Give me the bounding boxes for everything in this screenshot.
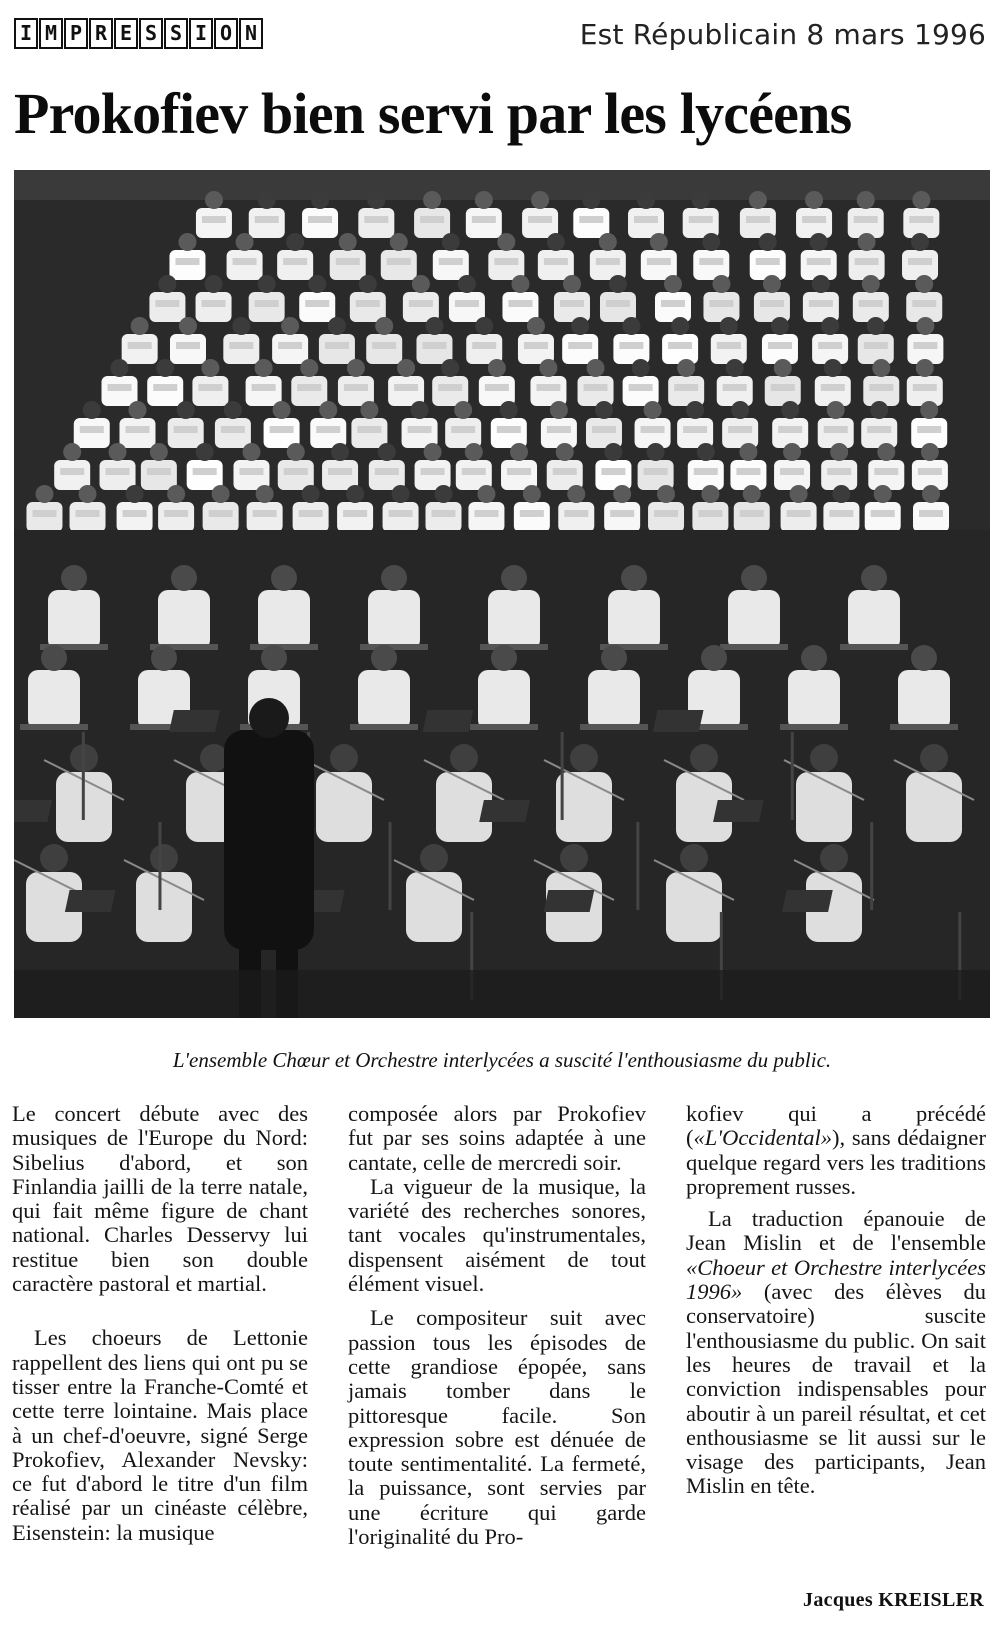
section-label-letter: S: [164, 18, 188, 49]
section-label-letter: E: [114, 18, 138, 49]
photo-caption: L'ensemble Chœur et Orchestre interlycées a suscité l'enthousiasme du public.: [172, 1048, 832, 1072]
section-label-letter: P: [64, 18, 88, 49]
section-label-letter: I: [14, 18, 38, 49]
newspaper-source-date: Est Républicain 8 mars 1996: [579, 18, 986, 51]
text-run: La traduction épanouie de Jean Mislin et de l'ensemble: [686, 1206, 986, 1256]
author-signature: Jacques KREISLER: [803, 1589, 984, 1611]
text-run: kofiev qui a précédé (: [686, 1101, 986, 1151]
italic-title: «Choeur et Orchestre interlycées 1996»: [686, 1254, 986, 1305]
paragraph: La vigueur de la musique, la variété des recherches sonores, tant vocales qu'instrumentales, dispensent aisément de tout élément visuel.: [348, 1173, 646, 1297]
article-column-1: [12, 1102, 308, 1545]
section-label-letter: N: [239, 18, 263, 49]
section-label-letter: M: [39, 18, 63, 49]
paragraph: composée alors par Prokofiev fut par ses soins adaptée à une cantate, celle de mercredi soir.: [348, 1101, 646, 1175]
paragraph: Le compositeur suit avec passion tous les épisodes de cette grandiose épopée, sans jamais tomber dans le pittoresque facile. Son expression sobre est dénuée de toute sentimentalité. La fermeté, la puissance, sont servies par une écriture qui garde l'originalité du Pro-: [348, 1305, 646, 1550]
section-label-letter: O: [214, 18, 238, 49]
section-label: [14, 18, 264, 49]
paragraph: [686, 1102, 986, 1199]
masthead: [14, 18, 986, 54]
text-run: ), sans dédaigner quelque regard vers les traditions proprement russes.: [686, 1125, 986, 1199]
article-headline: Prokofiev bien servi par les lycéens: [14, 81, 852, 146]
concert-photo: [14, 170, 990, 1018]
paragraph: Le concert débute avec des musiques de l'Europe du Nord: Sibelius d'abord, et son Finlandia jailli de la terre natale, qui fait même figure de chant national. Charles Desservy lui restitue bien son double caractère pastoral et martial.: [12, 1101, 308, 1297]
section-label-letter: S: [139, 18, 163, 49]
section-label-letter: I: [189, 18, 213, 49]
text-run: (avec des élèves du conservatoire) suscite l'enthousiasme du public. On sait les heures de travail et la conviction indispensables pour aboutir à un pareil résultat, et cet enthousiasme se lit aussi sur le visage des participants, Jean Mislin en tête.: [686, 1279, 986, 1499]
article-column-3: [686, 1102, 986, 1499]
article-column-2: [348, 1102, 646, 1549]
section-label-letter: R: [89, 18, 113, 49]
italic-title: «L'Occidental»: [693, 1125, 833, 1151]
paragraph: [686, 1207, 986, 1499]
paragraph: Les choeurs de Lettonie rappellent des liens qui ont pu se tisser entre la Franche-Comté et cette terre lointaine. Mais place à un chef-d'oeuvre, signé Serge Prokofiev, Alexander Nevsky: ce fut d'abord le titre d'un film réalisé par un cinéaste célèbre, Eisenstein: la musique: [12, 1325, 308, 1545]
